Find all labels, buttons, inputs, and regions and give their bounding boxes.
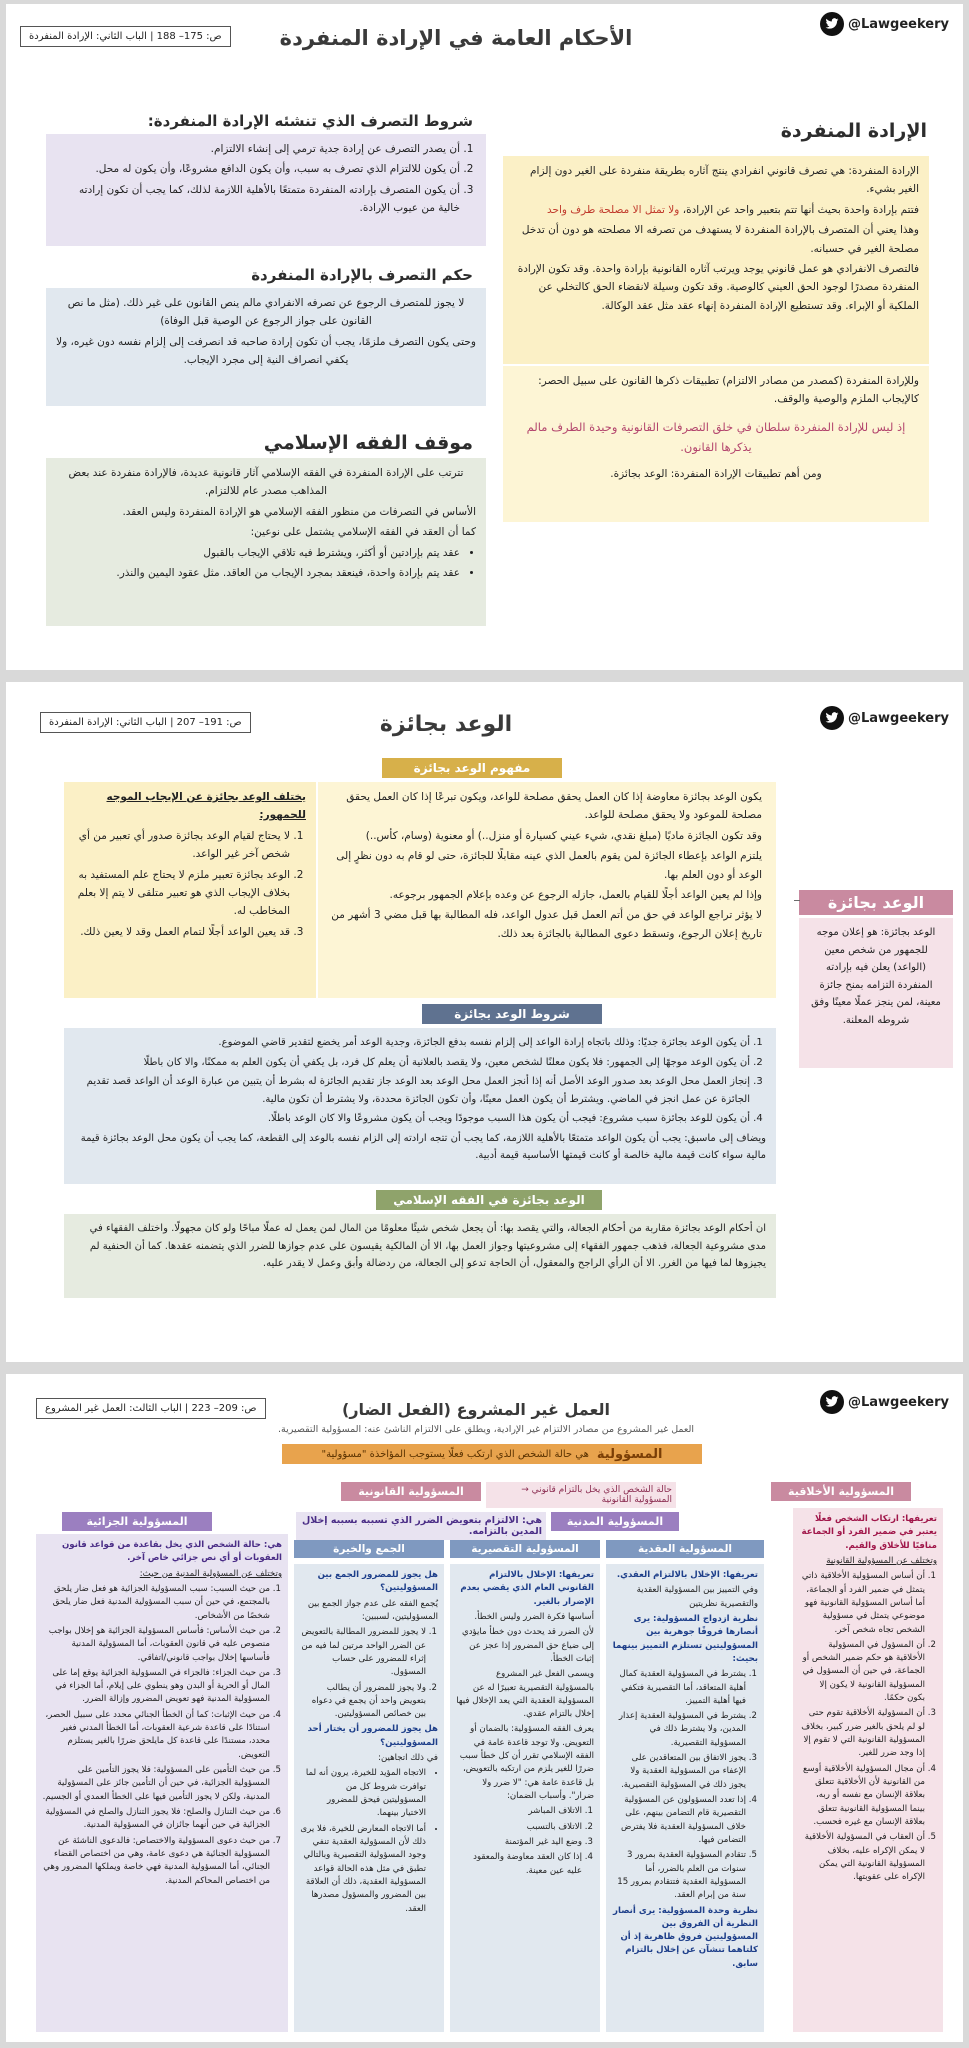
criminal-intro: وتختلف عن المسؤولية المدنية من حيث:	[139, 1568, 282, 1579]
tort-item: 2. الاتلاف بالتسبب	[456, 1821, 582, 1834]
conditions-tail: ويضاف إلى ماسبق: يجب أن يكون الواعد متمتعًا بالأهلية اللازمة، كما يجب أن تتجه ارادته إلى الزام نفسه بالوعد إلى القطعة، كما يجب أن يكون محل الوعد بجائزة قيمة مالية سواء كانت قيمة مالية خالصة أو كانت قيمتها الأساسية قيمة أدبية.	[80, 1132, 766, 1161]
concept-item: وإذا لم يعين الواعد أجلًا للقيام بالعمل، جازله الرجوع عن وعده بإعلام الجمهور برجوعه.	[389, 888, 762, 901]
twitter-handle-text: @Lawgeekery	[847, 1394, 949, 1410]
tort-column	[450, 1564, 600, 2032]
tort-text: أساسها فكرة الضرر وليس الخطأ.	[474, 1611, 594, 1622]
conditions-banner: شروط الوعد بجائزة	[422, 1004, 602, 1024]
twitter-handle-text: @Lawgeekery	[847, 710, 949, 726]
contract-item: 3. يجوز الاتفاق بين المتعاقدين على الإعفاء من المسؤولية العقدية ولا يجوز ذلك في المسؤولية التقصيرية.	[612, 1752, 746, 1792]
contract-theory-dual: نظرية ازدواج المسؤولية: يرى أنصارها فروقًا جوهرية بين المسؤوليتين تستلزم التمييز بينهما بحيث:	[612, 1613, 758, 1664]
promise-definition: الوعد بجائزة: هو إعلان موجه للجمهور من شخص معين (الواعد) يعلن فيه بإرادته المنفردة التزامه بمنح جائزة معينة، لمن ينجز عملًا معينًا وفق شروطه المعلنة.	[811, 927, 941, 1026]
moral-definition: تعريفها: ارتكاب الشخص فعلًا يعتبر في ضمير الفرد أو الجماعة منافيًا للأخلاق والقيم.	[801, 1514, 937, 1551]
tort-definition: تعريفها: الإخلال بالالتزام القانوني العام الذي يقضي بعدم الإضرار بالغير.	[460, 1570, 594, 1607]
condition-item: 2. أن يكون الوعد موجهًا إلى الجمهور: فلا يكون معلنًا لشخص معين، ولا يقصد بالعلانية أن يعلم كل فرد، بل يكفي أن يكون العلم به ممكنًا، والا كان باطلًا	[74, 1054, 750, 1072]
ruling-text-1: لا يجوز للمتصرف الرجوع عن تصرفه الانفرادي مالم ينص القانون على غير ذلك. (مثل ما نص القانون على جواز الرجوع عن الوصية قبل الوفاة)	[67, 297, 465, 328]
combine-item: 2. ولا يجوز للمضرور أن يطالب بتعويض واحد أن يجمع في دعواه بين خصائص المسؤوليتين.	[300, 1682, 426, 1722]
unilateral-no-power: إذ ليس للإرادة المنفردة سلطان في خلق التصرفات القانونية وحيدة الطرف مالم يذكرها القانون.	[526, 419, 906, 454]
promise-definition-box	[799, 918, 953, 1068]
differs-item: 3. قد يعين الواعد أجلًا لتمام العمل وقد لا يعين ذلك.	[74, 923, 290, 941]
contract-banner: المسؤولية العقدية	[606, 1540, 764, 1558]
promise-banner: الوعد بجائزة	[799, 890, 953, 915]
ruling-heading: حكم التصرف بالإرادة المنفردة	[251, 266, 473, 284]
differs-item: 1. لا يحتاج لقيام الوعد بجائزة صدور أي تعبير من أي شخص آخر غير الواعد.	[74, 827, 290, 864]
concept-item: يكون الوعد بجائزة معاوضة إذا كان العمل يحقق مصلحة للواعد، ويكون تبرعًا إذا كان العمل يحقق مصلحة للموعود ولا يحقق مصلحة للواعد.	[346, 791, 762, 822]
differs-box	[64, 782, 316, 998]
condition-item: 3. أن يكون المتصرف بإرادته المنفردة متمتعًا بالأهلية اللازمة لذلك، كما يجب أن تكون إرادته خالية من عيوب الإرادة.	[56, 181, 460, 218]
concept-banner: مفهوم الوعد بجائزة	[382, 758, 562, 778]
criminal-item: 7. من حيث دعوى المسؤولية والاختصاص: فالدعوى الناشئة عن المسؤولية الجنائية هي دعوى عامة، وهي من اختصاص القضاء الجنائي، أما المسؤولية المدنية فهي خاصة ويملكها المضرور وهي من اختصاص المحاكم المدنية.	[42, 1835, 270, 1888]
civil-banner: المسؤولية المدنية	[551, 1512, 679, 1531]
fiqh-text-2: الأساس في التصرفات من منظور الفقه الإسلامي هو الإرادة المنفردة وليس العقد.	[122, 505, 476, 518]
unilateral-definition: الإرادة المنفردة: هي تصرف قانوني انفرادي ينتج آثاره بطريقة منفردة على الغير دون إلزام الغير بشيء.	[530, 165, 919, 196]
condition-item: 2. أن يكون للالتزام الذي تصرف به سبب، وأن يكون الدافع مشروعًا، وأن يكون له محل.	[56, 160, 460, 178]
concept-item: يلتزم الواعد بإعطاء الجائزة لمن يقوم بالعمل الذي عينه مقابلًا للجائزة، حتى لو قام به دون نظرٍ إلى الوعد أو دون العلم بها.	[336, 850, 762, 881]
combine-question-2: هل يجوز للمضرور أن يختار أحد المسؤوليتين؟	[307, 1724, 438, 1748]
condition-item: 3. إنجاز العمل محل الوعد بعد صدور الوعد الأصل أنه إذا أنجز العمل محل الوعد بعد الوعد جاز تقديم الجائزة له بشرط أن يتبين من عبارة الوعد أن الواعد قصد تقديم الجائزة عن عمل انجز في الماضي. ويشترط أن يكون العمل معينًا، وأن تكون الجائزة محددة، ولا يشترط أن تكون مالية.	[74, 1073, 750, 1108]
concept-box	[318, 782, 776, 998]
differs-item: 2. الوعد بجائزة تعبير ملزم لا يحتاج علم المستفيد به بخلاف الإيجاب الذي هو تعبير متلقى لا يتم إلا بعلم المخاطب له.	[74, 866, 290, 921]
unilateral-examples: فالتصرف الانفرادي هو عمل قانوني يوجد ويرتب آثاره القانونية بإرادة واحدة. وقد تكون الإرادة المنفردة مصدرًا لوجود الحق العيني كالوصية. وقد تكون وسيلة لانقضاء الحق كالتخلي عن الملكية أو الإبراء. وقد تستطيع الإرادة المنفردة إنهاء عقد مثل عقد الوكالة.	[517, 262, 919, 312]
fiqh-box	[64, 1214, 776, 1298]
moral-item: 1. أن أساس المسؤولية الأخلاقية ذاتي يتمثل في ضمير الفرد أو الجماعة، أما أساس المسؤولية القانونية فهو موضوعي يتمثل في مسؤولية الشخص تجاه شخص آخر.	[799, 1570, 925, 1637]
fiqh-bullet: • عقد يتم بإرادة واحدة، فينعقد بمجرد الإيجاب من العاقد. مثل عقود اليمين والنذر.	[56, 564, 460, 582]
legal-banner: المسؤولية القانونية	[341, 1482, 481, 1501]
page-reference: ص: 209– 223 | الباب الثالث: العمل غير المشروع	[36, 1398, 266, 1419]
twitter-bird-icon	[820, 12, 844, 36]
tort-banner: المسؤولية التقصيرية	[450, 1540, 600, 1558]
condition-item: 1. أن يكون الوعد بجائزة جديًا: وذلك باتجاه إرادة الواعد إلى إلزام نفسه بدفع الجائزة، وجدية الوعد أمر يخضع لتقدير قاضي الموضوع.	[74, 1034, 750, 1052]
combine-column	[294, 1564, 444, 2032]
twitter-handle-text: @Lawgeekery	[847, 16, 949, 32]
combine-answer-1: يُجمع الفقه على عدم جواز الجمع بين المسؤوليتين، لسببين:	[307, 1598, 438, 1622]
combine-item: 1. لا يجوز للمضرور المطالبة بالتعويض عن الضرر الواحد مرتين لما فيه من إثراء للمضرور على حساب المسؤول.	[300, 1626, 426, 1679]
moral-item: 4. أن مجال المسؤولية الأخلاقية أوسع من القانونية لأن الأخلاقية تتعلق بعلاقة الإنسان مع نفسه أو ربه، بينما المسؤولية القانونية تتعلق بعلاقة الإنسان مع غيره فحسب.	[799, 1763, 925, 1830]
fiqh-heading: موقف الفقه الإسلامي	[263, 432, 473, 454]
moral-intro: وتختلف عن المسؤولية القانونية	[826, 1555, 937, 1566]
combine-item: • الاتجاه المؤيد للخيرة، يرون أنه لما توافرت شروط كل من المسؤوليتين فيحق للمضرور الاختيار بينهما.	[300, 1767, 426, 1820]
criminal-item: 1. من حيث السبب: سبب المسؤولية الجزائية هو فعل ضار يلحق بالمجتمع، في حين أن سبب المسؤولية المدنية فعل ضار يلحق شخصًا من الأشخاص.	[42, 1583, 270, 1623]
moral-banner: المسؤولية الأخلاقية	[771, 1482, 911, 1501]
contract-item: 4. إذا تعدد المسؤولون عن المسؤولية التقصيرية قام التضامن بينهم، على خلاف المسؤولية العقدية فلا يفترض التضامن فيها.	[612, 1794, 746, 1847]
twitter-bird-icon	[820, 1390, 844, 1414]
page-title: الوعد بجائزة	[379, 712, 513, 737]
page-promise-reward	[6, 682, 963, 1362]
contract-intro: وفي التمييز بين المسؤولية العقدية والتقصيرية نظريتين	[636, 1585, 758, 1609]
criminal-item: 3. من حيث الجزاء: فالجزاء في المسؤولية الجزائية يوقع إما على المال أو الحرية أو البدن وهو ينطوي على إيلام، أما الجزاء في المسؤولية المدنية فهو تعويض المضرور وإزالة الضرر.	[42, 1667, 270, 1707]
legal-definition: حالة الشخص الذي يخل بالتزام قانوني → المسؤولية القانونية	[486, 1482, 676, 1508]
unilateral-meaning: وهذا يعني أن المتصرف بالإرادة المنفردة لا يستهدف من تصرفه الا مصلحته هو دون أن تدخل مصلحة الغير في حسبانه.	[521, 224, 919, 255]
condition-item: 4. أن يكون للوعد بجائزة سبب مشروع: فيجب أن يكون هذا السبب موجودًا ويجب أن يكون مشروعًا والا كان الوعد باطلًا.	[74, 1110, 750, 1128]
responsibility-label: المسؤولية	[596, 1446, 663, 1462]
unilateral-definition-box	[503, 156, 929, 364]
combine-answer-2: في ذلك اتجاهين:	[378, 1753, 438, 1764]
moral-item: 2. أن المسؤول في المسؤولية الأخلاقية هو حكم ضمير الشخص أو الجماعة، في حين أن المسؤول في المسؤولية القانونية لا يكون إلا بكون حكمًا.	[799, 1639, 925, 1706]
twitter-handle[interactable]	[820, 1390, 949, 1414]
combine-question-1: هل يجوز للمضرور الجمع بين المسؤوليتين؟	[317, 1570, 438, 1594]
contract-definition: تعريفها: الإخلال بالالتزام العقدي.	[616, 1570, 758, 1580]
one-will-text: فتتم بإرادة واحدة بحيث أنها تتم بتعبير واحد عن الإرادة، ولا تمثل الا مصلحة طرف واحد	[546, 203, 919, 216]
fiqh-text: ان أحكام الوعد بجائزة مقاربة من أحكام الجعالة، والتي يقصد بها: أن يجعل شخص شيئًا معلومًا من المال لمن يعمل له عملًا مباحًا ولو كان مجهولًا. واختلف الفقهاء في مدى مشروعية الجعالة، فذهب جمهور الفقهاء إلى مشروعيتها وجواز العمل بها، الا أن المالكية يقيسون على عدم جوازها للضرر الذي يتضمنه عقدها. كما أن الحنفية لم يجيزوها لما فيها من الغرر. الا أن الرأي الراجح والمعقول، أن الحاجة تدعو إلى الجعالة، من ردضالة وأبق وعمل لا يقدر عليه.	[89, 1223, 766, 1269]
connector-line	[794, 900, 800, 901]
unilateral-source: وللإرادة المنفردة (كمصدر من مصادر الالتزام) تطبيقات ذكرها القانون على سبيل الحصر: كالإيجاب الملزم والوصية والوقف.	[538, 375, 919, 406]
ruling-box	[46, 288, 486, 406]
ruling-text-2: وحتى يكون التصرف ملزمًا، يجب أن تكون إرادة صاحبه قد انصرفت إلى إلزام نفسه دون غيره، ولا يكفي انصراف النية إلى مجرد الإيجاب.	[56, 335, 476, 367]
fiqh-bullet: • عقد يتم بإرادتين أو أكثر، ويشترط فيه تلاقي الإيجاب بالقبول	[56, 544, 460, 562]
tort-text: ويسمى الفعل غير المشروع بالمسؤولية التقصيرية تعبيرًا له عن المسؤولية العقدية التي يعد الإخلال فيها إخلال بالتزام عقدي.	[456, 1669, 594, 1720]
conditions-heading: شروط التصرف الذي تنشئه الإرادة المنفردة:	[147, 112, 473, 130]
contract-column	[606, 1564, 764, 2032]
criminal-column	[36, 1534, 288, 2032]
page-subtitle: العمل غير المشروع من مصادر الالتزام غير الإرادية، ويطلق على الالتزام الناشئ عنه: المسؤولية التقصيرية.	[277, 1424, 695, 1435]
conditions-box	[64, 1028, 776, 1184]
fiqh-text-3: كما أن العقد في الفقه الإسلامي يشتمل على نوعين:	[250, 526, 476, 539]
contract-item: 5. تتقادم المسؤولية العقدية بمرور 3 سنوات من العلم بالضرر، أما المسؤولية العقدية فتتقادم بمرور 15 سنة من إبرام العقد.	[612, 1849, 746, 1902]
page-title: العمل غير المشروع (الفعل الضار)	[342, 1400, 610, 1419]
fiqh-text-1: تترتب على الإرادة المنفردة في الفقه الإسلامي آثار قانونية عديدة، فالإرادة منفردة عند بعض المذاهب مصدر عام للالتزام.	[68, 467, 464, 498]
moral-column	[793, 1508, 943, 2032]
concept-item: وقد تكون الجائزة ماديًا (مبلغ نقدي، شيء عيني كسيارة أو منزل..) أو معنوية (وسام، كأس..)	[365, 829, 762, 842]
twitter-handle[interactable]	[820, 12, 949, 36]
contract-item: 2. يشترط في المسؤولية العقدية إعذار المدين، ولا يشترط ذلك في المسؤولية التقصيرية.	[612, 1710, 746, 1750]
criminal-item: 4. من حيث الإثبات: كما أن الخطأ الجنائي محدد على سبيل الحصر، استنادًا على قاعدة شرعية العقوبات، أما الخطأ المدني فغير محدد، مستندًا على قاعدة كل مايلحق ضررًا بالغير يستلزم التعويض.	[42, 1709, 270, 1762]
unilateral-source-box	[503, 366, 929, 522]
moral-item: 3. أن المسؤولية الأخلاقية تقوم حتى لو لم يلحق بالغير ضرر كبير، بخلاف المسؤولية القانونية التي لا تقوم إلا إذا وجد ضرر للغير.	[799, 1707, 925, 1760]
page-tort	[6, 1374, 963, 2042]
responsibility-header	[282, 1444, 702, 1464]
tort-fiqh: يعرف الفقه المسؤولية: بالضمان أو التعويض. ولا توجد قاعدة عامة في الفقه الإسلامي تقرر أن كل خطأ سبب ضررًا للغير يلزم من ارتكبه بالتعويض، بل قاعدة عامة هي: "لا ضرر ولا ضرار". وأسباب الضمان:	[459, 1724, 594, 1801]
unilateral-important-application: ومن أهم تطبيقات الإرادة المنفردة: الوعد بجائزة.	[610, 468, 822, 480]
tort-item: 1. الاتلاف المباشر	[456, 1805, 582, 1818]
combine-item: • أما الاتجاه المعارض للخيرة، فلا يرى ذلك لأن المسؤولية العقدية تنفي وجود المسؤولية التقصيرية وبالتالي تطبق في مثل هذه الحالة قواعد المسؤولية العقدية، ذلك أن العلاقة بين المضرور والمسؤول مصدرها العقد.	[300, 1823, 426, 1916]
criminal-item: 6. من حيث التنازل والصلح: فلا يجوز التنازل والصلح في المسؤولية الجزائية في حين أنهما جائزان في المسؤولية المدنية.	[42, 1806, 270, 1833]
twitter-bird-icon	[820, 706, 844, 730]
concept-item: لا يؤثر تراجع الواعد في حق من أتم العمل قبل عدول الواعد، فله المطالبة بها قبل مضي 3 أشهر من تاريخ إعلان الرجوع، وتسقط دعوى المطالبة بالجائزة بعد ذلك.	[331, 909, 762, 940]
page-unilateral-will	[6, 4, 963, 670]
criminal-item: 5. من حيث التأمين على المسؤولية: فلا يجوز التأمين على المسؤولية الجزائية، في حين أن التأمين جائز على المسؤولية المدنية، ولكن لا يجوز التأمين فيها على الخطأ العمدي أو الجسيم.	[42, 1764, 270, 1804]
fiqh-banner: الوعد بجائزة في الفقه الإسلامي	[376, 1190, 602, 1210]
responsibility-definition: هي حالة الشخص الذي ارتكب فعلًا يستوجب المؤاخذة "مسؤولية"	[321, 1448, 589, 1460]
differs-heading: يختلف الوعد بجائزة عن الإيجاب الموجه للجمهور:	[106, 791, 306, 822]
criminal-item: 2. من حيث الأساس: فأساس المسؤولية الجزائية هو إخلال بواجب منصوص عليه في قانون العقوبات، أما المسؤولية المدنية فأساسها إخلال بواجب قانوني/اتفاقي.	[42, 1625, 270, 1665]
page-reference: ص: 191– 207 | الباب الثاني: الإرادة المنفردة	[40, 712, 251, 733]
unilateral-heading: الإرادة المنفردة	[780, 120, 927, 142]
page-reference: ص: 175– 188 | الباب الثاني: الإرادة المنفردة	[20, 26, 231, 47]
moral-item: 5. أن العقاب في المسؤولية الأخلاقية لا يمكن الإكراه عليه، بخلاف المسؤولية القانونية التي يمكن الإكراه على عقوبتها.	[799, 1831, 925, 1884]
tort-item: 3. وضع اليد غير المؤتمنة	[456, 1836, 582, 1849]
page-title: الأحكام العامة في الإرادة المنفردة	[279, 26, 633, 50]
conditions-box	[46, 134, 486, 246]
condition-item: 1. أن يصدر التصرف عن إرادة جدية ترمي إلى إنشاء الالتزام.	[56, 140, 460, 158]
criminal-banner: المسؤولية الجزائية	[62, 1512, 212, 1531]
contract-theory-unity: نظرية وحدة المسؤولية: يرى أنصار النظرية أن الفروق بين المسؤوليتين فروق ظاهرية إذ أن كلتاهما تنشآن عن إخلال بالتزام سابق.	[613, 1905, 758, 1969]
tort-text: لأن الضرر قد يحدث دون خطأ مايؤدي إلى ضياع حق المضرور إذا عجز عن إثبات الخطأ.	[462, 1627, 594, 1664]
civil-definition: هي: الالتزام بتعويض الضرر الذي تسببه بسببه إخلال المدين بالتزامه.	[296, 1512, 546, 1540]
criminal-definition: هي: حالة الشخص الذي يخل بقاعدة من قواعد قانون العقوبات أو أي نص جزائي خاص آخر.	[61, 1540, 282, 1564]
contract-item: 1. يشترط في المسؤولية العقدية كمال أهلية المتعاقد، أما التقصيرية فتكفي فيها أهلية التمييز.	[612, 1668, 746, 1708]
fiqh-box	[46, 458, 486, 626]
twitter-handle[interactable]	[820, 706, 949, 730]
combine-banner: الجمع والخيرة	[294, 1540, 444, 1558]
tort-item: 4. إذا كان العقد معاوضة والمعقود عليه عين معينة.	[456, 1851, 582, 1878]
